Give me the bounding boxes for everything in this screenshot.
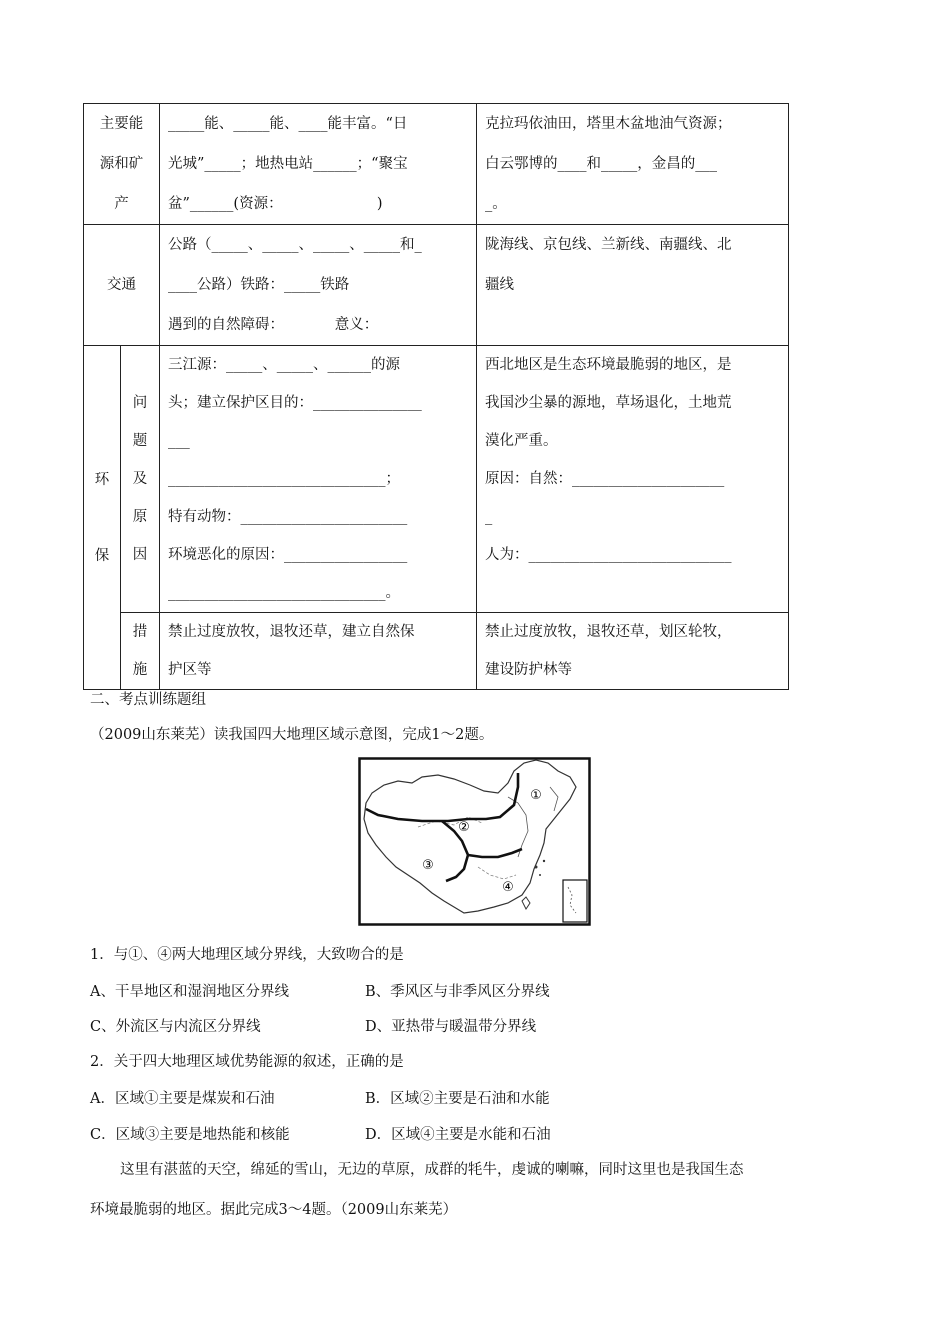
cell-measures-northwest — [477, 613, 789, 690]
row-environment-measures — [84, 613, 789, 690]
text-line: 西北地区是生态环境最脆弱的地区，是 — [485, 357, 732, 373]
china-four-regions-map — [358, 757, 591, 926]
intro-text: （2009山东莱芜）读我国四大地理区域示意图，完成1～2题。 — [90, 727, 494, 743]
text-line: 护区等 — [168, 662, 212, 678]
text-line: 原因：自然：_____________________ — [485, 471, 725, 487]
question-2-option-c: C．区域③主要是地热能和核能 — [90, 1127, 290, 1143]
question-1-option-d: D、亚热带与暖温带分界线 — [365, 1019, 537, 1035]
label-char: 施 — [132, 662, 148, 678]
cell-measures-sanjiangyuan — [160, 613, 477, 690]
text-line: 白云鄂博的____和_____，金昌的___ — [485, 156, 717, 172]
question-1-option-c: C、外流区与内流区分界线 — [90, 1019, 261, 1035]
question-1-stem: 1．与①、④两大地理区域分界线，大致吻合的是 — [90, 947, 404, 963]
label-energy-minerals — [84, 104, 160, 225]
text-line: _。 — [485, 196, 507, 212]
label-char: 问 — [132, 395, 148, 411]
label-measures — [121, 613, 160, 690]
cell-northwest-ecology — [477, 346, 789, 613]
region-label-2: ② — [458, 820, 470, 835]
fill-line: ____公路）铁路：_____铁路 — [168, 277, 350, 293]
question-1-option-b: B、季风区与非季风区分界线 — [365, 984, 550, 1000]
fill-line: ______________________________； — [168, 471, 400, 487]
label-line: 源和矿 — [99, 156, 144, 172]
label-transport: 交通 — [84, 225, 160, 346]
region-label-1: ① — [530, 788, 542, 803]
row-transport — [84, 225, 789, 346]
question-2-option-d: D．区域④主要是水能和石油 — [365, 1127, 551, 1143]
map-figure — [358, 757, 591, 926]
question-2-stem: 2．关于四大地理区域优势能源的叙述，正确的是 — [90, 1054, 404, 1070]
fill-line: ______________________________。 — [168, 585, 400, 601]
row-environment-problems — [84, 346, 789, 613]
text-line: 人为：____________________________ — [485, 547, 732, 563]
fill-line: 遇到的自然障碍： 意义： — [168, 317, 379, 333]
text-line: 建设防护林等 — [485, 662, 572, 678]
label-line: 主要能 — [99, 116, 144, 132]
cell-energy-northwest — [477, 104, 789, 225]
passage-line-2: 环境最脆弱的地区。据此完成3～4题。（2009山东莱芜） — [90, 1202, 458, 1218]
summary-table — [83, 103, 789, 690]
cell-transport-fill — [160, 225, 477, 346]
label-char: 及 — [132, 471, 148, 487]
section-title: 二、考点训练题组 — [90, 692, 206, 708]
text-line: 疆线 — [485, 277, 514, 293]
fill-line: 头；建立保护区目的：_______________ — [168, 395, 422, 411]
label-char: 环 — [94, 471, 110, 488]
fill-line: 盆”______(资源： ) — [168, 196, 383, 212]
question-1-option-a: A、干旱地区和湿润地区分界线 — [90, 984, 289, 1000]
label-char: 保 — [94, 547, 110, 564]
text-line: 禁止过度放牧，退牧还草，建立自然保 — [168, 624, 415, 640]
label-char: 因 — [132, 547, 148, 563]
question-2-option-a: A．区域①主要是煤炭和石油 — [90, 1091, 275, 1107]
fill-line: ___ — [168, 433, 190, 449]
label-environment — [84, 346, 121, 690]
label-line: 产 — [114, 196, 129, 212]
fill-line: 特有动物：_______________________ — [168, 509, 408, 525]
cell-transport-lines — [477, 225, 789, 346]
text-line: 禁止过度放牧，退牧还草，划区轮牧， — [485, 624, 732, 640]
label-char: 措 — [132, 624, 148, 640]
label-problems-causes — [121, 346, 160, 613]
text-line: 漠化严重。 — [485, 433, 558, 449]
fill-line: 环境恶化的原因：_________________ — [168, 547, 408, 563]
row-energy-minerals — [84, 104, 789, 225]
text-line: _ — [485, 509, 493, 525]
fill-line: 公路（_____、_____、_____、_____和_ — [168, 237, 422, 253]
region-label-4: ④ — [502, 880, 514, 895]
text-line: 陇海线、京包线、兰新线、南疆线、北 — [485, 237, 732, 253]
label-char: 原 — [132, 509, 148, 525]
label-char: 题 — [132, 433, 148, 449]
question-2-option-b: B．区域②主要是石油和水能 — [365, 1091, 550, 1107]
region-label-3: ③ — [422, 858, 434, 873]
fill-line: 光城”_____；地热电站______；“聚宝 — [168, 156, 408, 172]
text-line: 克拉玛依油田，塔里木盆地油气资源； — [485, 116, 732, 132]
text-line: 我国沙尘暴的源地，草场退化，土地荒 — [485, 395, 732, 411]
cell-energy-fill — [160, 104, 477, 225]
fill-line: _____能、_____能、____能丰富。“日 — [168, 116, 408, 132]
cell-sanjiangyuan-fill — [160, 346, 477, 613]
fill-line: 三江源：_____、_____、______的源 — [168, 357, 400, 373]
passage-line-1: 这里有湛蓝的天空，绵延的雪山，无边的草原，成群的牦牛，虔诚的喇嘛，同时这里也是我国生态 — [120, 1162, 744, 1178]
